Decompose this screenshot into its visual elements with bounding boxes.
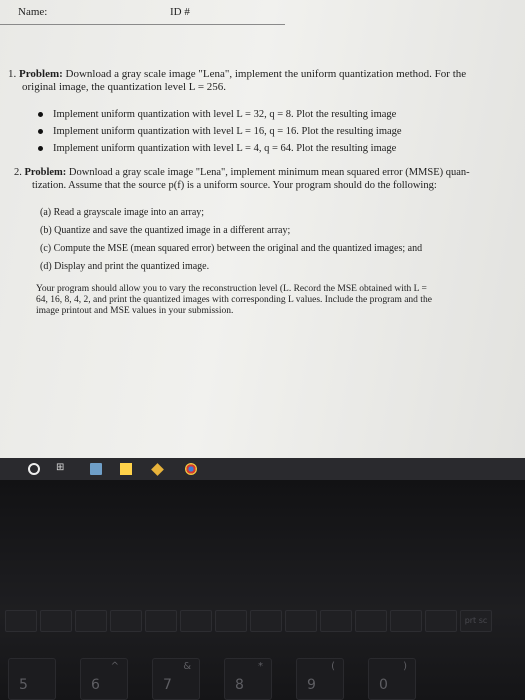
laptop-keyboard [0,480,525,700]
function-key-row [0,610,525,636]
problem-1 [8,68,518,94]
problem-1-title: Problem: [19,68,63,80]
problem-2-line1: Download a gray scale image "Lena", implement minimum mean squared error (MMSE) quan- [68,167,470,178]
number-key[interactable]: ) 0 [368,658,416,700]
function-key[interactable] [110,610,142,632]
function-key[interactable] [40,610,72,632]
number-key[interactable]: 5 [8,658,56,700]
bullet-dot-icon [38,112,43,117]
function-key[interactable] [75,610,107,632]
function-key[interactable] [425,610,457,632]
taskbar [0,458,525,480]
number-key-row [0,658,525,700]
function-key[interactable] [145,610,177,632]
number-key[interactable]: ^ 6 [80,658,128,700]
id-label: ID # [170,6,190,18]
number-key[interactable]: ( 9 [296,658,344,700]
function-key[interactable] [320,610,352,632]
list-item: (d) Display and print the quantized image. [40,261,210,272]
function-key[interactable] [180,610,212,632]
function-key[interactable] [5,610,37,632]
problem-1-line1: Download a gray scale image "Lena", implement the uniform quantization method. For the [65,68,467,80]
problem-2-number: 2. [14,167,22,178]
problem-2-instructions: Your program should allow you to vary the reconstruction level (L. Record the MSE obtained with L = 64, 16, 8, 4, 2, and print the quantized images with corresponding L values. Include the program and the image printout and MSE values in your submission. [36,284,432,316]
app-icon[interactable] [151,463,164,476]
function-key[interactable] [355,610,387,632]
start-circle-icon[interactable] [28,463,40,475]
problem-2-items [40,204,422,276]
list-item: (b) Quantize and save the quantized image in a different array; [40,225,291,236]
list-item: (c) Compute the MSE (mean squared error) between the original and the quantized images; and [40,243,423,254]
bullet-item: Implement uniform quantization with level L = 4, q = 64. Plot the resulting image [38,140,402,157]
file-explorer-icon[interactable] [90,463,102,475]
list-item: (a) Read a grayscale image into an array; [40,207,205,218]
bullet-dot-icon [38,146,43,151]
problem-2-line2: tization. Assume that the source p(f) is a uniform source. Your program should do the following: [32,180,437,191]
browser-icon[interactable] [185,463,197,475]
name-label: Name: [18,6,48,18]
bullet-item: Implement uniform quantization with level L = 16, q = 16. Plot the resulting image [38,123,402,140]
task-view-icon[interactable]: ⊞ [56,462,65,473]
function-key[interactable] [215,610,247,632]
number-key[interactable]: & 7 [152,658,200,700]
function-key[interactable] [390,610,422,632]
function-key[interactable] [285,610,317,632]
bullet-item: Implement uniform quantization with level L = 32, q = 8. Plot the resulting image [38,106,402,123]
print-screen-key[interactable]: prt sc [460,610,492,632]
problem-1-line2: original image, the quantization level L = 256. [22,81,227,93]
problem-2 [14,166,519,192]
app-icon[interactable] [120,463,132,475]
problem-1-number: 1. [8,68,17,80]
problem-2-title: Problem: [24,167,67,178]
header-divider [0,24,285,25]
number-key[interactable]: * 8 [224,658,272,700]
function-key[interactable] [250,610,282,632]
problem-1-bullets [38,106,402,157]
bullet-dot-icon [38,129,43,134]
